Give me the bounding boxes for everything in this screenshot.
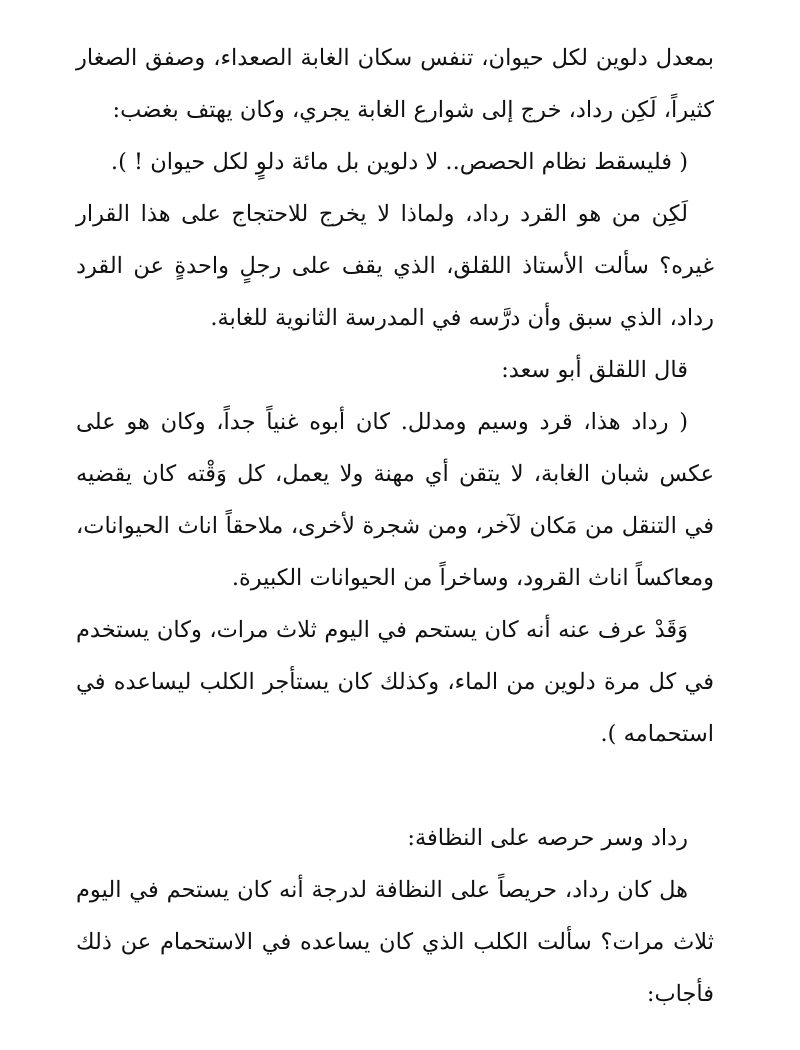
section-heading: رداد وسر حرصه على النظافة: [407,825,688,851]
paragraph-2: ( فليسقط نظام الحصص.. لا دلوين بل مائة دلوٍ لكل حيوان ! ). [110,149,688,175]
paragraph-3: لَكِن من هو القرد رداد، ولماذا لا يخرج للاحتجاج على هذا القرار غيره؟ سألت الأستاذ اللقلق، الذي يقف على رجلٍ واحدةٍ عن القرد رداد، الذي سبق وأن درَّسه في المدرسة الثانوية للغابة. [76,201,714,331]
section-spacer [76,760,714,812]
paragraph-4: قال اللقلق أبو سعد: [501,357,688,383]
paragraph-5: ( رداد هذا، قرد وسيم ومدلل. كان أبوه غنياً جداً، وكان هو على عكس شبان الغابة، لا يتقن أي مهنة ولا يعمل، كل وَقْته كان يقضيه في التنقل من مَكان لآخر، ومن شجرة لأخرى، ملاحقاً اناث الحيوانات، ومعاكساً اناث القرود، وساخراً من الحيوانات الكبيرة. [76,409,714,591]
paragraph-7: هل كان رداد، حريصاً على النظافة لدرجة أنه كان يستحم في اليوم ثلاث مرات؟ سألت الكلب الذي كان يساعده في الاستحمام عن ذلك فأجاب: [76,877,714,1007]
paragraph-1: بمعدل دلوين لكل حيوان، تنفس سكان الغابة الصعداء، وصفق الصغار كثيراً، لَكِن رداد، خرج إلى شوارع الغابة يجري، وكان يهتف بغضب: [76,45,714,123]
paragraph-6: وَقَدْ عرف عنه أنه كان يستحم في اليوم ثلاث مرات، وكان يستخدم في كل مرة دلوين من الماء، وكذلك كان يستأجر الكلب ليساعده في استحمامه ). [76,617,714,747]
